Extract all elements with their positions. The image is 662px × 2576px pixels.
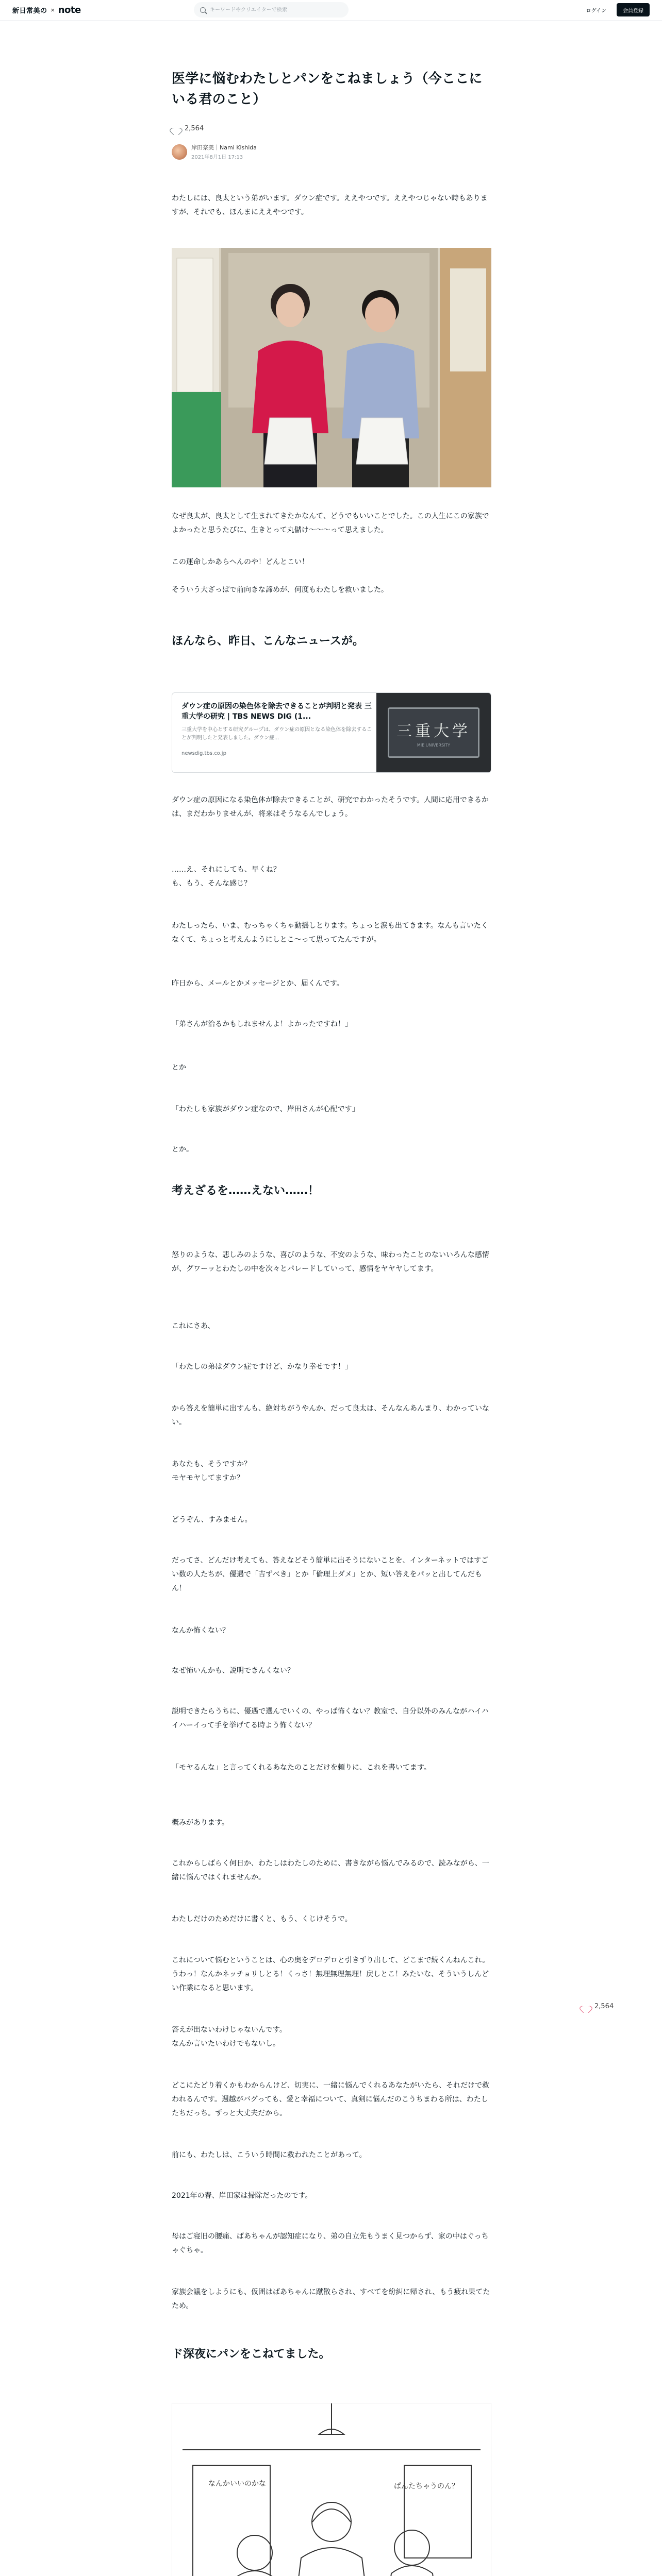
- paragraph: なぜ良太が、良太として生まれてきたかなんて、どうでもいいことでした。この人生にこの家族でよかったと思うたびに、生きとって丸儲け〜〜〜って思えました。: [172, 512, 489, 534]
- paragraph: 説明できたらうちに、優遇で選んでいくの、やっぱ怖くない？教室で、自分以外のみんながハイハイハーイって手を挙げてる時よう怖くない？: [172, 1707, 489, 1730]
- embed-description: 三重大学を中心とする研究グループは、ダウン症の原因となる染色体を除去することが判明したと発表しました。ダウン症...: [181, 727, 372, 741]
- paragraph: も、もう、そんな感じ？: [172, 879, 251, 888]
- section-heading: ド深夜にパンをこねてました。: [172, 2348, 330, 2361]
- search-input[interactable]: [210, 7, 344, 13]
- embed-thumbnail: [376, 693, 491, 772]
- paragraph: わたしだけのためだけに書くと、もう、くじけそうで。: [172, 1915, 352, 1923]
- paragraph: これからしばらく何日か、わたしはわたしのために、書きながら悩んでみるので、読みながら、一緒に悩んではくれませんか。: [172, 1859, 489, 1882]
- paragraph: あなたも、そうですか？: [172, 1460, 251, 1468]
- paragraph: 2021年の春、岸田家は掃除だったのです。: [172, 2192, 312, 2200]
- illustration-caption-left: なんかいいのかな: [208, 2480, 266, 2488]
- author-info[interactable]: [172, 143, 257, 160]
- signup-button[interactable]: 会員登録: [617, 3, 650, 16]
- author-name[interactable]: 岸田奈美｜Nami Kishida: [191, 144, 257, 151]
- paragraph: ダウン症の原因になる染色体が除去できることが、研究でわかったそうです。人間に応用できるかは、まだわかりませんが、将来はそうなるんでしょう。: [172, 796, 489, 818]
- paragraph: なんか怖くない？: [172, 1626, 229, 1635]
- paragraph: から答えを簡単に出すんも、絶対ちがうやんか、だって良太は、そんなんあんまり、わかっていない。: [172, 1404, 489, 1427]
- like-count: 2,564: [185, 125, 204, 132]
- search-box[interactable]: [194, 2, 349, 18]
- paragraph: 怒りのような、悲しみのような、喜びのような、不安のような、味わったことのないいろんな感情が、グワーッとわたしの中を次々とパレードしていって、感情をヤヤヤしてます。: [172, 1251, 489, 1273]
- paragraph: なんか言いたいわけでもないし。: [172, 2040, 280, 2048]
- heart-icon: [172, 125, 179, 132]
- article-photo: [172, 248, 491, 487]
- paragraph: だってさ、どんだけ考えても、答えなどそう簡単に出そうにないことを、インターネットではすごい数の人たちが、優遇で「吉ずべき」とか「倫理上ダメ」とか、短い答えをパッと出してんだもん！: [172, 1556, 489, 1592]
- article-title: 医学に悩むわたしとパンをこねましょう（今ここにいる君のこと）: [172, 71, 483, 107]
- paragraph: ……え、それにしても、早くね？: [172, 866, 280, 874]
- heart-icon: [582, 2003, 589, 2010]
- paragraph: 前にも、わたしは、こういう時間に救われたことがあって。: [172, 2151, 367, 2159]
- paragraph: どうぞん、すみません。: [172, 1516, 252, 1524]
- note-logo: note: [58, 5, 81, 15]
- paragraph: 「わたしの弟はダウン症ですけど、かなり幸せです！」: [172, 1363, 352, 1371]
- embed-sign-subtext: MIE UNIVERSITY: [417, 742, 451, 748]
- embed-domain: newsdig.tbs.co.jp: [181, 751, 226, 756]
- paragraph: これについて悩むということは、心の奥をデロデロと引きずり出して、どこまで続くんねんこれ。うわっ！なんかネッチョリしとる！くっさ！無理無理無理！戻しとこ！みたいな、そういうしんどい作業になると思います。: [172, 1956, 490, 1992]
- section-heading: ほんなら、昨日、こんなニュースが。: [172, 635, 364, 648]
- magazine-logo: 新日常美の: [12, 7, 47, 15]
- paragraph: モヤモヤしてますか？: [172, 1474, 244, 1482]
- paragraph: 「モヤるんな」と言ってくれるあなたのことだけを頼りに、これを書いてます。: [172, 1764, 431, 1772]
- embed-sign-text: 三重大学: [396, 722, 471, 740]
- floating-like-button[interactable]: [582, 2003, 614, 2010]
- paragraph: なぜ怖いんかも、説明できんくない？: [172, 1667, 294, 1675]
- paragraph: 昨日から、メールとかメッセージとか、届くんです。: [172, 979, 344, 988]
- top-navigation-bar: [0, 0, 662, 21]
- like-button[interactable]: [172, 125, 204, 132]
- paragraph: これにさあ、: [172, 1322, 215, 1330]
- paragraph: どこにたどり着くかもわからんけど、切実に、一緒に悩んでくれるあなたがいたら、それだけで救われるんです。週越がバグっても、愛と幸福について、真剣に悩んだのこうちまわる所は、わたしたちだっち。ずっと大丈夫だから。: [172, 2081, 489, 2117]
- paragraph: そういう大ざっぱで前向きな諦めが、何度もわたしを救いました。: [172, 586, 388, 594]
- paragraph: とか: [172, 1063, 186, 1072]
- paragraph: 答えが出ないわけじゃないんです。: [172, 2026, 287, 2034]
- paragraph: 家族会議をしようにも、仮囲はばあちゃんに蹴散らされ、すべてを紛糾に帰され、もう疲れ果てたため。: [172, 2288, 490, 2310]
- section-heading: 考えざるを……えない……！: [172, 1184, 320, 1197]
- logo-separator: ×: [50, 7, 55, 13]
- search-icon: [200, 7, 206, 13]
- paragraph: 「弟さんが治るかもしれませんよ！よかったですね！」: [172, 1020, 352, 1028]
- paragraph: わたしったら、いま、むっちゃくちゃ動揺しとります。ちょっと涙も出てきます。なんも言いたくなくて、ちょっと考えんようにしとこ〜って思ってたんですが。: [172, 922, 488, 944]
- paragraph: この運命しかあらへんのや！どんとこい！: [172, 558, 309, 566]
- floating-like-count: 2,564: [594, 2003, 614, 2010]
- publish-date: 2021年8月1日 17:13: [191, 155, 243, 160]
- paragraph: 母はご寝旧の腰痛、ばあちゃんが認知症になり、弟の自立先もうまく見つからず、家の中はぐっちゃぐちゃ。: [172, 2232, 489, 2255]
- photo-illustration: [172, 248, 491, 487]
- paragraph: わたしには、良太という弟がいます。ダウン症です。ええやつです。ええやつじゃない時もありますが、それでも、ほんまにええやつです。: [172, 194, 488, 216]
- site-logo[interactable]: [12, 5, 81, 15]
- paragraph: 「わたしも家族がダウン症なので、岸田さんが心配です」: [172, 1105, 359, 1113]
- embed-title[interactable]: ダウン症の原因の染色体を除去できることが判明と発表 三重大学の研究 | TBS NEWS DIG (1...: [181, 702, 372, 721]
- login-button[interactable]: ログイン: [580, 3, 613, 16]
- bread-making-illustration: [172, 2403, 491, 2576]
- paragraph: 概みがあります。: [172, 1819, 229, 1827]
- family-sketch: [172, 2403, 491, 2576]
- illustration-caption-right: ぱんたちゃうのん？: [394, 2482, 459, 2490]
- avatar[interactable]: [172, 144, 187, 160]
- paragraph: とか。: [172, 1145, 193, 1154]
- link-embed-card[interactable]: [172, 692, 491, 773]
